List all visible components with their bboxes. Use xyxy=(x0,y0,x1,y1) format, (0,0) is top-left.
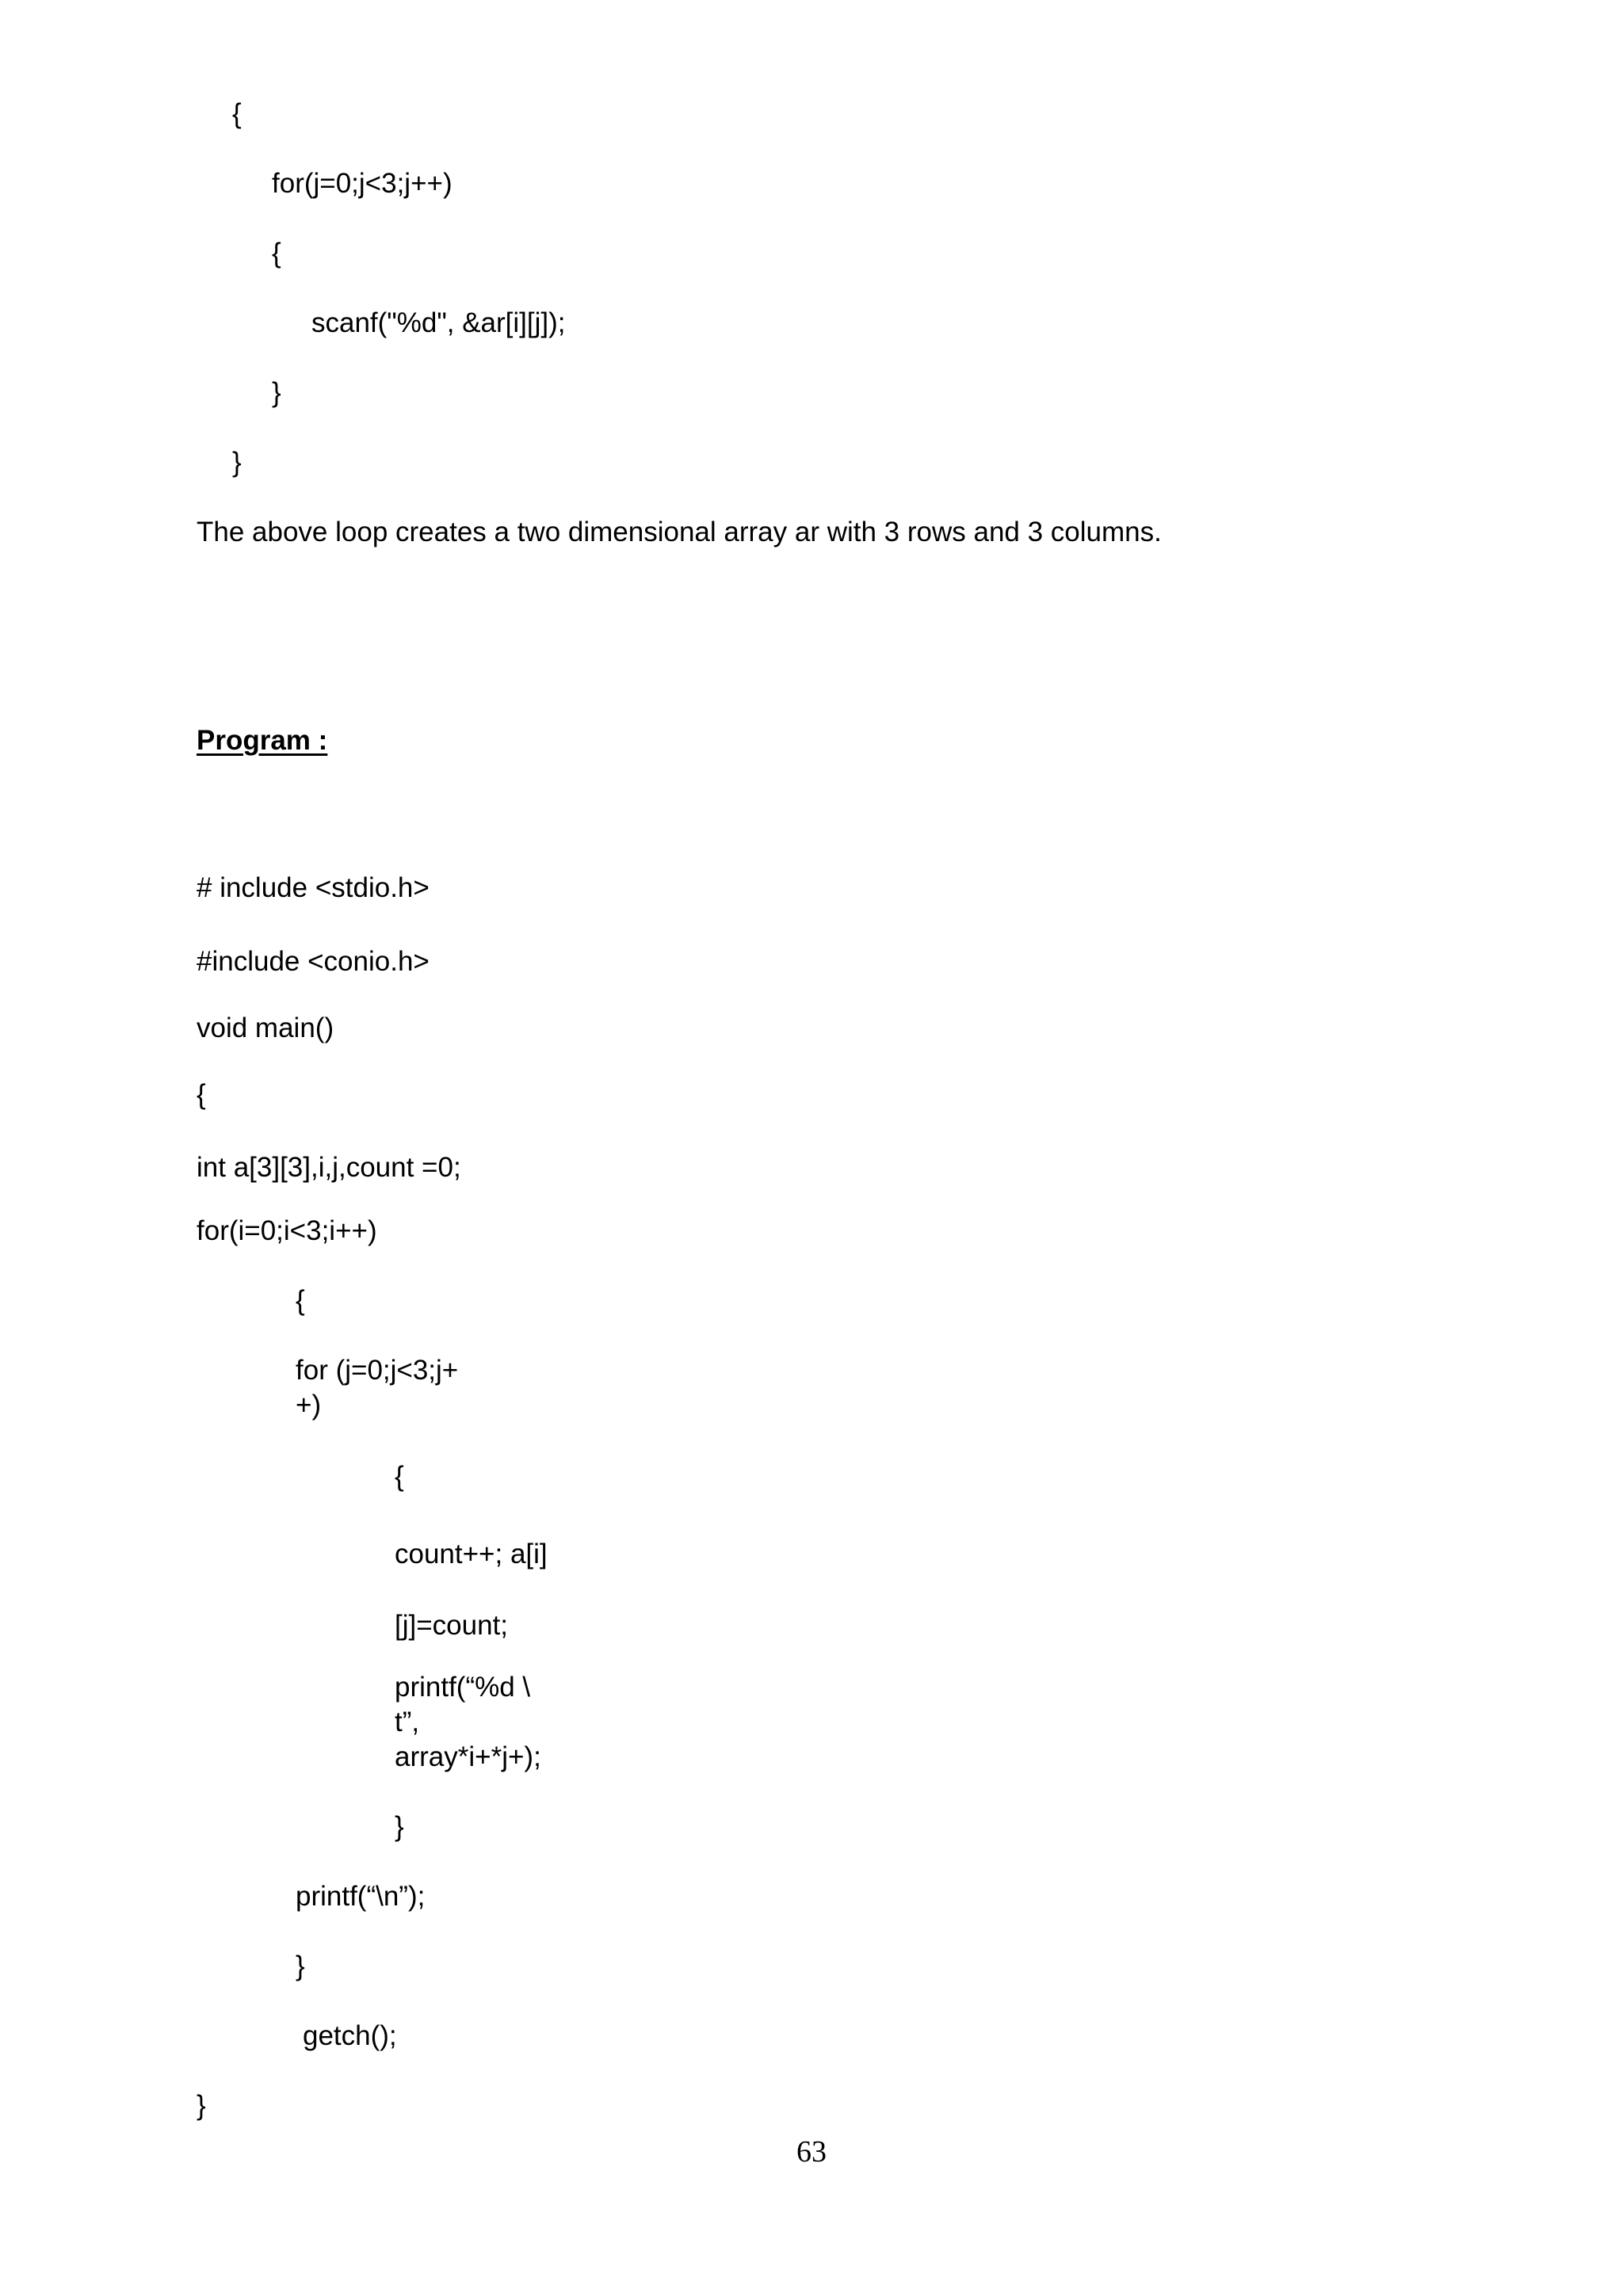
code-line: void main() xyxy=(197,1013,334,1043)
code-line: } xyxy=(197,2090,206,2121)
snippet-description: The above loop creates a two dimensional array ar with 3 rows and 3 columns. xyxy=(197,517,1162,547)
code-line: } xyxy=(232,447,242,478)
code-line: { xyxy=(296,1285,305,1316)
code-line: { xyxy=(395,1461,404,1492)
code-line: scanf("%d", &ar[i][j]); xyxy=(311,307,566,338)
code-line: #include <conio.h> xyxy=(197,946,430,977)
code-line: } xyxy=(395,1811,404,1842)
code-line: # include <stdio.h> xyxy=(197,872,430,903)
code-line: array*i+*j+); xyxy=(395,1741,541,1772)
code-line: { xyxy=(197,1079,206,1110)
code-line: for(i=0;i<3;i++) xyxy=(197,1215,377,1246)
code-line: for (j=0;j<3;j+ xyxy=(296,1355,459,1386)
page-number: 63 xyxy=(796,2135,827,2168)
code-line: } xyxy=(272,377,281,408)
code-line: getch(); xyxy=(303,2020,397,2051)
code-line: count++; a[i] xyxy=(395,1539,548,1569)
program-heading: Program : xyxy=(197,725,328,756)
code-line: +) xyxy=(296,1390,322,1421)
code-line: [j]=count; xyxy=(395,1610,509,1641)
code-line: for(j=0;j<3;j++) xyxy=(272,168,453,199)
code-line: printf(“\n”); xyxy=(296,1881,426,1912)
code-line: int a[3][3],i,j,count =0; xyxy=(197,1152,461,1183)
code-line: { xyxy=(272,238,281,269)
code-line: } xyxy=(296,1951,305,1981)
code-line: printf(“%d \ xyxy=(395,1672,531,1703)
code-line: t”, xyxy=(395,1707,420,1737)
code-line: { xyxy=(232,98,242,129)
